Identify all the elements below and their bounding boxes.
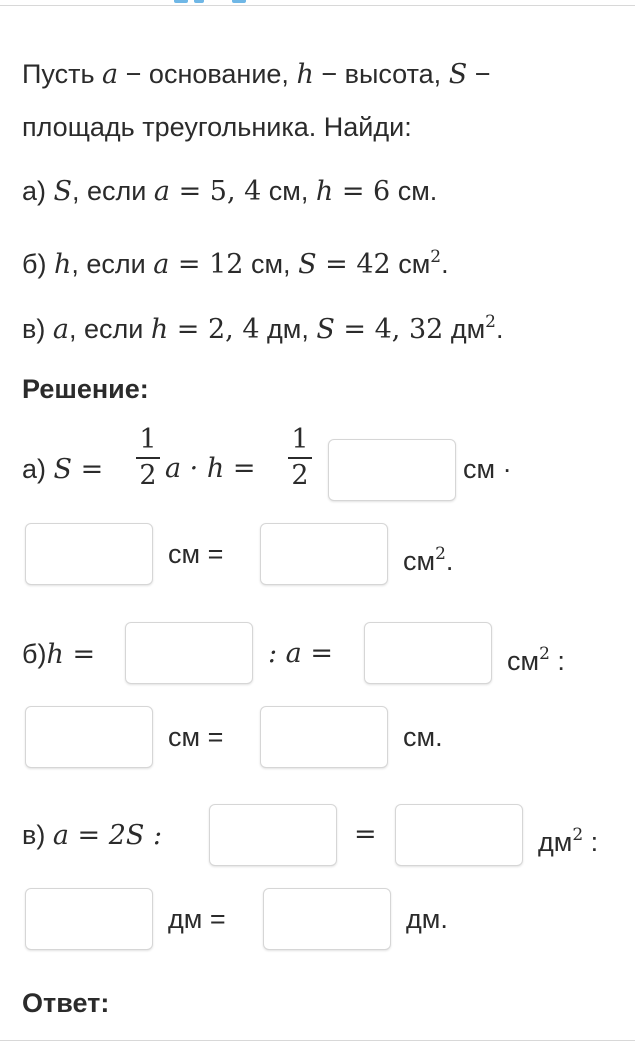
superscript: 2 [435, 544, 446, 564]
var-a: a [52, 314, 69, 345]
problem-text: Пусть [22, 59, 103, 89]
fraction-denominator: 2 [291, 460, 309, 491]
problem-text: − [467, 59, 491, 89]
var-h: h [46, 639, 64, 670]
var-s: S [316, 314, 335, 345]
unit-text: . [445, 546, 454, 576]
unit-text: см [403, 546, 436, 576]
top-divider [0, 5, 635, 6]
item-prefix: в) [22, 820, 53, 850]
superscript: 2 [539, 644, 550, 664]
superscript: 2 [430, 247, 442, 267]
var-h: h [150, 314, 169, 345]
problem-line-2: площадь треугольника. Найди: [22, 112, 412, 142]
solution-a-expr: a · h = [165, 453, 256, 484]
answer-label: Ответ: [22, 988, 110, 1018]
item-value: = 2, 4 [168, 314, 260, 345]
answer-input-a2[interactable] [25, 523, 153, 585]
fraction-numerator: 1 [139, 424, 157, 455]
answer-input-c1[interactable] [209, 804, 337, 866]
unit-text: см [507, 646, 540, 676]
unit-label [403, 537, 453, 578]
superscript: 2 [485, 312, 496, 332]
equals-sign: = [63, 639, 96, 670]
answer-input-b2[interactable] [364, 622, 492, 684]
item-unit: дм [443, 314, 486, 344]
item-prefix: б) [22, 639, 47, 669]
item-value: = 42 [316, 249, 391, 280]
fraction-one-half [288, 425, 312, 491]
item-value: = 4, 32 [334, 314, 444, 345]
superscript: 2 [572, 825, 584, 845]
equals-sign: = [72, 454, 104, 485]
unit-label [538, 818, 598, 859]
var-s: S [53, 454, 73, 485]
unit-label: см. [403, 722, 443, 752]
answer-input-c4[interactable] [263, 888, 391, 950]
item-unit: см. [390, 176, 438, 206]
item-value: = 5, 4 [169, 176, 262, 207]
unit-text: : [549, 646, 565, 676]
problem-text: − основание, [118, 59, 297, 89]
problem-item-a [22, 174, 437, 209]
fraction-denominator: 2 [139, 460, 157, 491]
unit-text: дм [538, 827, 573, 857]
problem-item-c [22, 305, 504, 347]
unit-label: дм = [168, 904, 226, 934]
unit-label: дм. [406, 904, 448, 934]
unit-label [507, 637, 565, 678]
solution-a-prefix [22, 452, 103, 487]
unit-label: см = [168, 722, 224, 752]
answer-input-c2[interactable] [395, 804, 523, 866]
item-unit: см, [261, 176, 316, 206]
var-s: S [298, 249, 317, 280]
item-text: . [496, 314, 504, 344]
var-a: a [102, 59, 119, 90]
item-value: = 12 [169, 249, 244, 280]
answer-input-b1[interactable] [125, 622, 253, 684]
item-value: = 6 [333, 176, 391, 207]
var-s: S [53, 176, 73, 207]
top-cut-logo [170, 0, 250, 8]
fraction-one-half [136, 425, 160, 491]
item-unit: дм, [259, 314, 317, 344]
problem-item-b [22, 240, 449, 282]
item-prefix: а) [22, 176, 54, 206]
var-h: h [53, 249, 72, 280]
var-a: a [153, 249, 170, 280]
answer-input-b4[interactable] [260, 706, 388, 768]
item-unit: см, [243, 249, 299, 279]
var-h: h [315, 176, 334, 207]
var-s: S [448, 59, 468, 90]
problem-text: − высота, [313, 59, 449, 89]
var-h: h [296, 59, 314, 90]
unit-label: см · [463, 454, 512, 484]
var-a: a [153, 176, 170, 207]
fraction-numerator: 1 [291, 424, 309, 455]
solution-title: Решение: [22, 374, 149, 404]
item-prefix: б) [22, 249, 54, 279]
answer-input-a1[interactable] [328, 439, 456, 501]
problem-line-1 [22, 57, 490, 92]
unit-text: : [583, 827, 599, 857]
fraction-bar [288, 457, 312, 459]
item-text: , если [68, 314, 151, 344]
equals-sign: = [354, 819, 377, 850]
solution-b-expr: : a = [268, 638, 333, 669]
answer-input-b3[interactable] [25, 706, 153, 768]
solution-c-expr: a = 2S : [52, 820, 163, 851]
item-text: , если [71, 249, 154, 279]
item-unit: см [390, 249, 431, 279]
bottom-divider [0, 1040, 635, 1041]
item-prefix: в) [22, 314, 53, 344]
answer-input-c3[interactable] [25, 888, 153, 950]
item-prefix: а) [22, 454, 54, 484]
fraction-bar [136, 457, 160, 459]
item-text: , если [72, 176, 154, 206]
unit-label: см = [168, 539, 224, 569]
answer-input-a3[interactable] [260, 523, 388, 585]
item-text: . [441, 249, 449, 279]
solution-c-prefix [22, 818, 162, 853]
solution-b-prefix [22, 637, 95, 672]
